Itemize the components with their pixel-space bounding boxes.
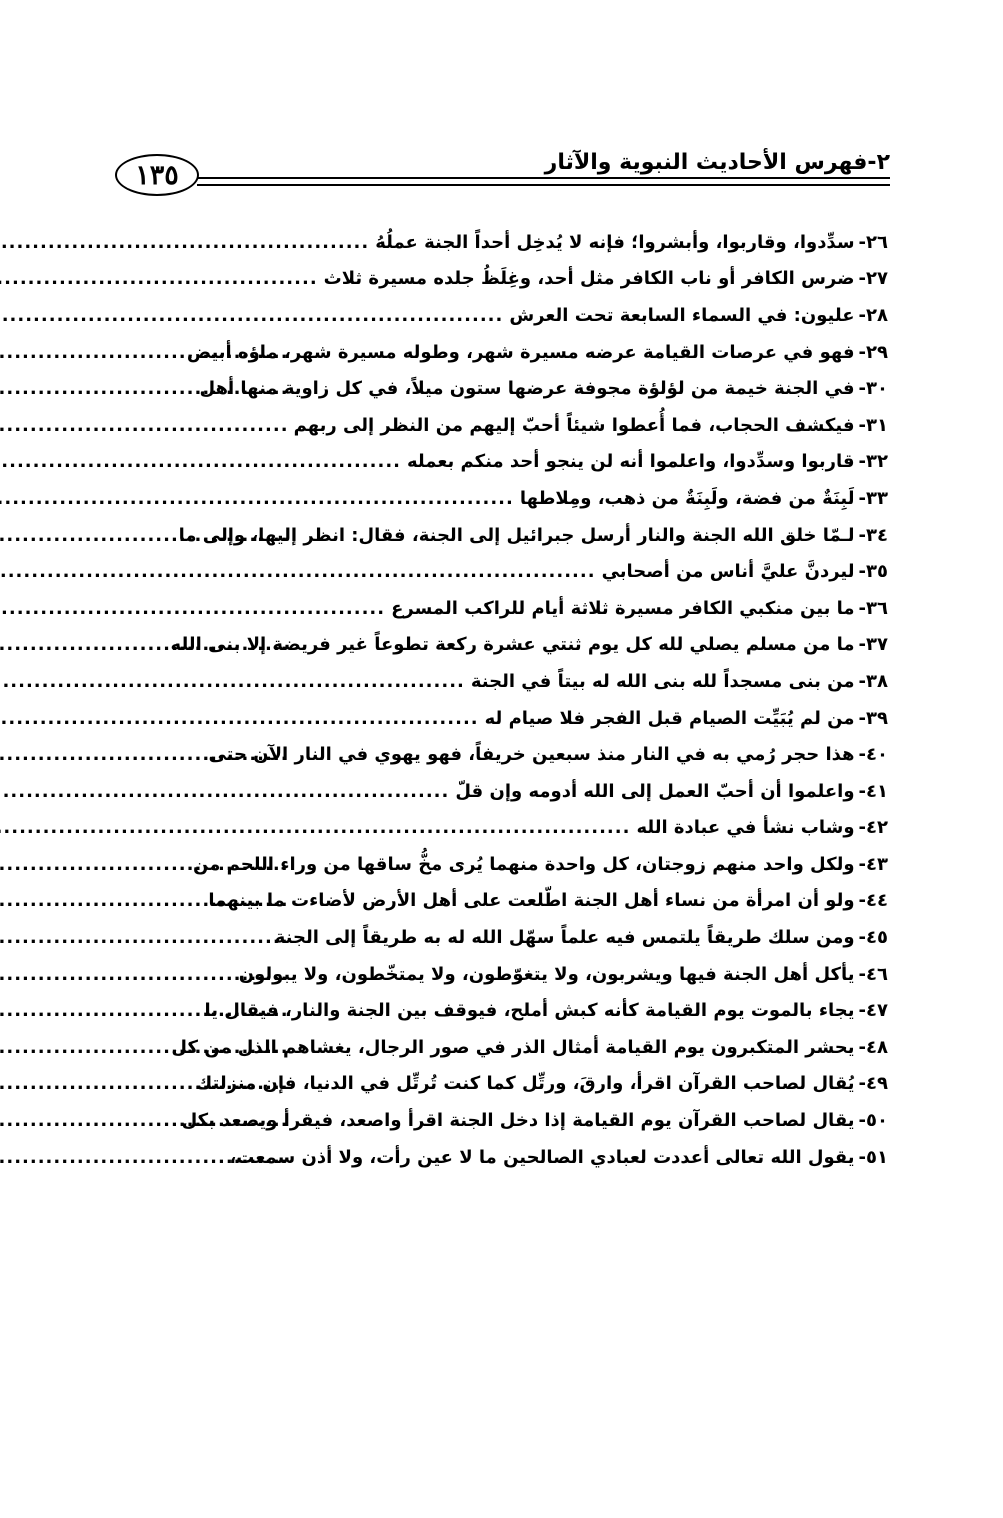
dot-leader [0,268,318,289]
entry-text: يقال لصاحب القرآن يوم القيامة إذا دخل الجنة اقرأ واصعد، فيقرأ ويصعد بكل [181,1110,855,1132]
entry-text: يأكل أهل الجنة فيها ويشربون، ولا يتغوّطون، ولا يمتخّطون، ولا يبولون [238,963,855,985]
entry-text: هذا حجر رُمي به في النار منذ سبعين خريفاً، فهو يهوي في النار الآن حتى [208,744,855,766]
entry-number: ٢٩- [858,341,888,363]
index-entry [118,517,888,554]
entry-text: يجاء بالموت يوم القيامة كأنه كبش أملح، فيوقف بين الجنة والنار، فيقال يا [204,1000,855,1022]
index-entry [118,590,888,627]
entry-number: ٣٠- [858,378,888,400]
index-entry [118,919,888,956]
index-entry [118,1139,888,1176]
dot-leader [0,451,401,472]
index-entry [118,444,888,481]
dot-leader [0,415,289,436]
index-entry [118,1102,888,1139]
dot-leader [0,561,596,582]
entry-number: ٤٠- [858,744,888,766]
entry-number: ٤٤- [858,890,888,912]
entry-number: ٤٩- [858,1073,888,1095]
dot-leader [0,781,449,802]
entry-text: ما من مسلم يصلي لله كل يوم ثنتي عشرة ركعة تطوعاً غير فريضة إلا بنى الله [170,634,855,656]
entry-text: فيكشف الحجاب، فما أُعطوا شيئاً أحبّ إليهم من النظر إلى ربهم [293,414,855,436]
dot-leader [0,817,630,838]
entry-number: ٤٣- [858,853,888,875]
entry-text: من بنى مسجداً لله بنى الله له بيتاً في الجنة [470,670,855,692]
entry-text: لَبِنَةٌ من فضة، ولَبِنَةٌ من ذهب، ومِلاطها [519,487,855,509]
index-entry [118,992,888,1029]
index-entry [118,297,888,334]
index-entry [118,334,888,371]
dot-leader [0,232,369,253]
index-entry [118,810,888,847]
entry-text: فهو في عرصات القيامة عرضه مسيرة شهر، وطوله مسيرة شهر، ماؤه أبيض [186,341,855,363]
dot-leader [0,708,479,729]
entry-text: من لم يُبَيِّت الصيام قبل الفجر فلا صيام له [484,707,855,729]
entry-text: يقول الله تعالى أعددت لعبادي الصالحين ما لا عين رأت، ولا أذن سمعت، [229,1146,855,1168]
entry-number: ٤٨- [858,1036,888,1058]
index-entry [118,736,888,773]
entry-text: ولو أن امرأة من نساء أهل الجنة اطّلعت على أهل الأرض لأضاءت ما بينهما [208,890,855,912]
entry-text: ولكل واحد منهم زوجتان، كل واحدة منهما يُرى مخُّ ساقها من وراء اللحم من [193,853,855,875]
entry-text: ضرس الكافر أو ناب الكافر مثل أحد، وغِلَظُ جلده مسيرة ثلاث [323,268,855,290]
index-entry [118,1029,888,1066]
index-entry [118,1066,888,1103]
index-entry [118,883,888,920]
entry-number: ٣٦- [858,597,888,619]
entry-number: ٤١- [858,780,888,802]
dot-leader [0,305,503,326]
entry-number: ٢٨- [858,304,888,326]
index-entry [118,663,888,700]
hadith-index-list [118,224,888,1175]
index-entry [118,370,888,407]
dot-leader [0,488,514,509]
dot-leader [0,671,465,692]
entry-text: عليون: في السماء السابعة تحت العرش [509,304,855,326]
index-entry [118,261,888,298]
dot-leader [0,927,289,948]
page-number: ١٣٥ [135,159,179,191]
entry-number: ٣١- [858,414,888,436]
entry-number: ٣٣- [858,487,888,509]
entry-number: ٢٧- [858,268,888,290]
entry-text: قاربوا وسدِّدوا، واعلموا أنه لن ينجو أحد منكم بعمله [407,451,855,473]
index-entry [118,480,888,517]
page-header [115,150,890,200]
index-entry [118,700,888,737]
index-entry [118,773,888,810]
index-entry [118,956,888,993]
entry-number: ٢٦- [858,231,888,253]
entry-text: ما بين منكبي الكافر مسيرة ثلاثة أيام للراكب المسرع [391,597,855,619]
index-entry [118,846,888,883]
dot-leader [0,598,385,619]
entry-text: ومن سلك طريقاً يلتمس فيه علماً سهّل الله له به طريقاً إلى الجنة [274,927,855,949]
entry-text: واعلموا أن أحبّ العمل إلى الله أدومه وإن قلّ [455,780,855,802]
index-entry [118,627,888,664]
entry-number: ٤٧- [858,1000,888,1022]
page-number-badge [115,154,199,196]
index-entry [118,553,888,590]
entry-number: ٥١- [858,1146,888,1168]
entry-text: لـمّا خلق الله الجنة والنار أرسل جبرائيل إلى الجنة، فقال: انظر إليها، وإلى ما [178,524,855,546]
entry-number: ٣٧- [858,634,888,656]
section-title: ٢-فهرس الأحاديث النبوية والآثار [544,150,890,175]
entry-text: يحشر المتكبرون يوم القيامة أمثال الذر في صور الرجال، يغشاهم الذل من كل [171,1036,855,1058]
entry-number: ٣٥- [858,561,888,583]
entry-number: ٥٠- [858,1110,888,1132]
entry-text: في الجنة خيمة من لؤلؤة مجوفة عرضها ستون ميلاً، في كل زاوية منها أهل [199,378,855,400]
entry-number: ٤٦- [858,963,888,985]
entry-number: ٣٨- [858,670,888,692]
entry-number: ٤٥- [858,927,888,949]
index-entry [118,224,888,261]
header-rule-bottom [197,184,890,186]
entry-number: ٣٩- [858,707,888,729]
entry-text: سدِّدوا، وقاربوا، وأبشروا؛ فإنه لا يُدخِل أحداً الجنة عملُهُ [375,231,855,253]
entry-number: ٣٢- [858,451,888,473]
header-rule-top [197,177,890,179]
entry-text: يُقال لصاحب القرآن اقرأ، وارقَ، ورتِّل كما كنت تُرتِّل في الدنيا، فإن منزلتك [195,1073,855,1095]
index-entry [118,407,888,444]
entry-text: ليردنَّ عليَّ أناس من أصحابي [601,561,855,583]
entry-number: ٤٢- [858,817,888,839]
entry-number: ٣٤- [858,524,888,546]
entry-text: وشاب نشأ في عبادة الله [636,817,855,839]
